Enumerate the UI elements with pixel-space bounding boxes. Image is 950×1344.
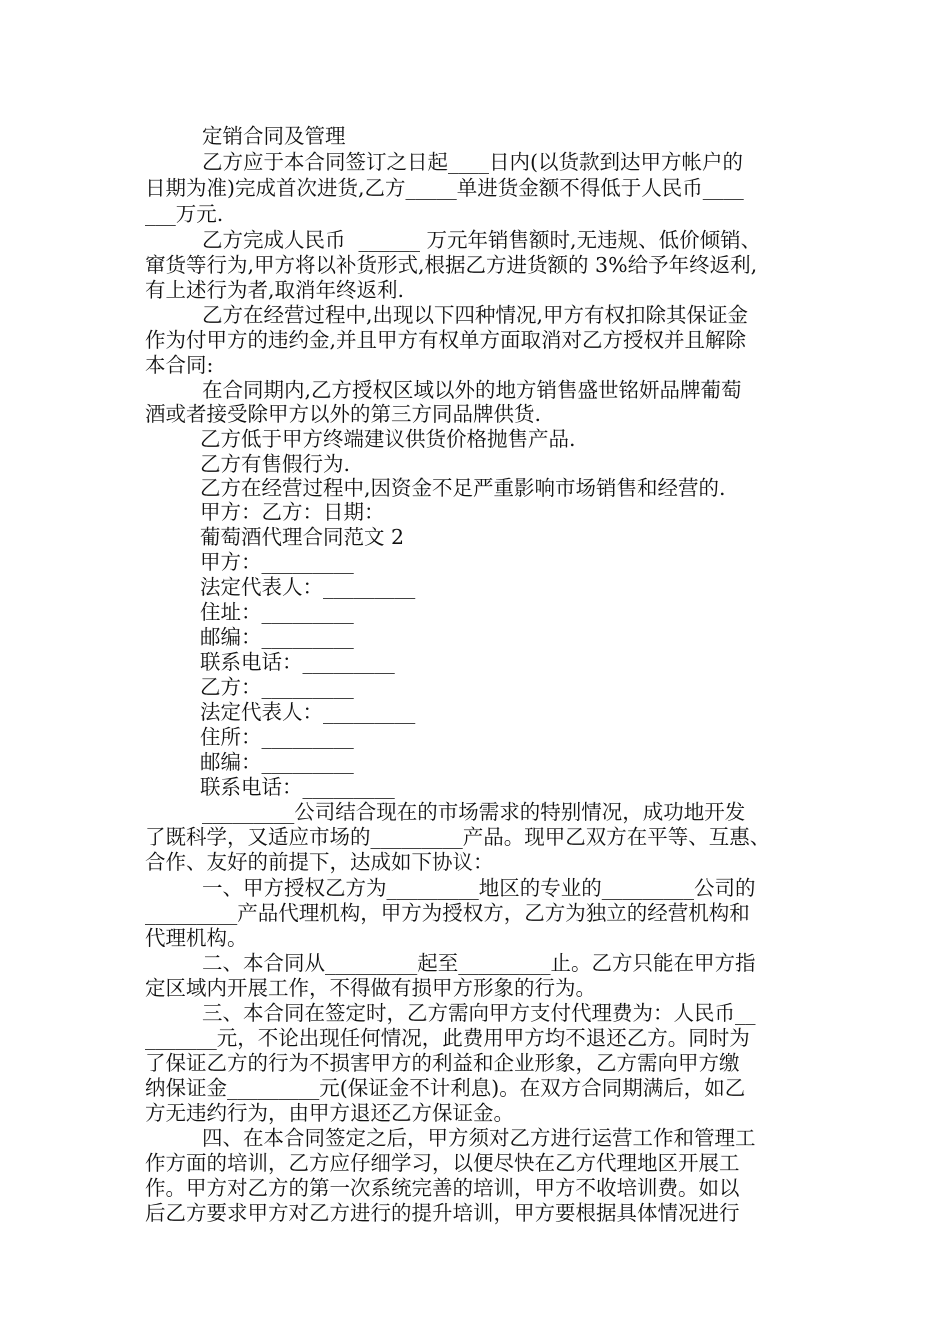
text-line: 定销合同及管理 <box>202 124 346 148</box>
text-line: 法定代表人：_________ <box>200 575 416 599</box>
text-line: 葡萄酒代理合同范文 2 <box>200 525 405 549</box>
text-line: 住址：_________ <box>200 600 354 624</box>
text-line: 纳保证金_________元(保证金不计利息)。在双方合同期满后，如乙 <box>145 1076 746 1100</box>
text-line: 甲方：乙方：日期： <box>200 500 385 524</box>
text-line: 方无违约行为，由甲方退还乙方保证金。 <box>145 1101 514 1125</box>
text-line: 有上述行为者,取消年终返利. <box>145 278 405 302</box>
text-line: 法定代表人：_________ <box>200 700 416 724</box>
text-line: 乙方低于甲方终端建议供货价格抛售产品. <box>200 427 576 451</box>
text-line: 邮编：_________ <box>200 625 354 649</box>
text-line: 后乙方要求甲方对乙方进行的提升培训，甲方要根据具体情况进行 <box>145 1201 740 1225</box>
text-line: 定区域内开展工作，不得做有损甲方形象的行为。 <box>145 976 596 1000</box>
text-line: 乙方应于本合同签订之日起____日内(以货款到达甲方帐户的 <box>202 150 743 174</box>
text-line: 了保证乙方的行为不损害甲方的利益和企业形象，乙方需向甲方缴 <box>145 1051 740 1075</box>
text-line: 在合同期内,乙方授权区域以外的地方销售盛世铭妍品牌葡萄 <box>202 378 742 402</box>
text-line: 乙方在经营过程中,因资金不足严重影响市场销售和经营的. <box>200 476 726 500</box>
text-line: 住所：_________ <box>200 725 354 749</box>
text-line: _________公司结合现在的市场需求的特别情况，成功地开发 <box>202 800 746 824</box>
text-line: 一、甲方授权乙方为_________地区的专业的_________公司的 <box>202 876 756 900</box>
text-line: 乙方在经营过程中,出现以下四种情况,甲方有权扣除其保证金 <box>202 303 749 327</box>
text-line: 甲方：_________ <box>200 550 354 574</box>
text-line: 乙方：_________ <box>200 675 354 699</box>
text-line: 乙方完成人民币 ______ 万元年销售额时,无违规、低价倾销、 <box>202 228 762 252</box>
text-line: 三、本合同在签定时，乙方需向甲方支付代理费为：人民币__ <box>202 1001 756 1025</box>
text-line: 代理机构。 <box>145 926 248 950</box>
text-line: 联系电话：_________ <box>200 650 395 674</box>
text-line: 联系电话：_________ <box>200 775 395 799</box>
text-line: 作为付甲方的违约金,并且甲方有权单方面取消对乙方授权并且解除 <box>145 328 747 352</box>
text-line: 作方面的培训，乙方应仔细学习，以便尽快在乙方代理地区开展工 <box>145 1151 740 1175</box>
text-line: 乙方有售假行为. <box>200 452 351 476</box>
text-line: _______元，不论出现任何情况，此费用甲方均不退还乙方。同时为 <box>145 1026 750 1050</box>
text-line: 二、本合同从_________起至_________止。乙方只能在甲方指 <box>202 951 756 975</box>
text-line: ___万元. <box>145 202 224 226</box>
text-line: _________产品代理机构，甲方为授权方，乙方为独立的经营机构和 <box>145 901 750 925</box>
text-line: 邮编：_________ <box>200 750 354 774</box>
text-line: 了既科学，又适应市场的_________产品。现甲乙双方在平等、互惠、 <box>145 825 771 849</box>
text-line: 本合同: <box>145 353 214 377</box>
text-line: 酒或者接受除甲方以外的第三方同品牌供货. <box>145 402 542 426</box>
text-line: 合作、友好的前提下，达成如下协议： <box>145 850 494 874</box>
text-line: 四、在本合同签定之后，甲方须对乙方进行运营工作和管理工 <box>202 1126 756 1150</box>
text-line: 窜货等行为,甲方将以补货形式,根据乙方进货额的 3%给予年终返利, <box>145 253 758 277</box>
text-line: 作。甲方对乙方的第一次系统完善的培训，甲方不收培训费。如以 <box>145 1176 740 1200</box>
text-line: 日期为准)完成首次进货,乙方_____单进货金额不得低于人民币____ <box>145 176 744 200</box>
